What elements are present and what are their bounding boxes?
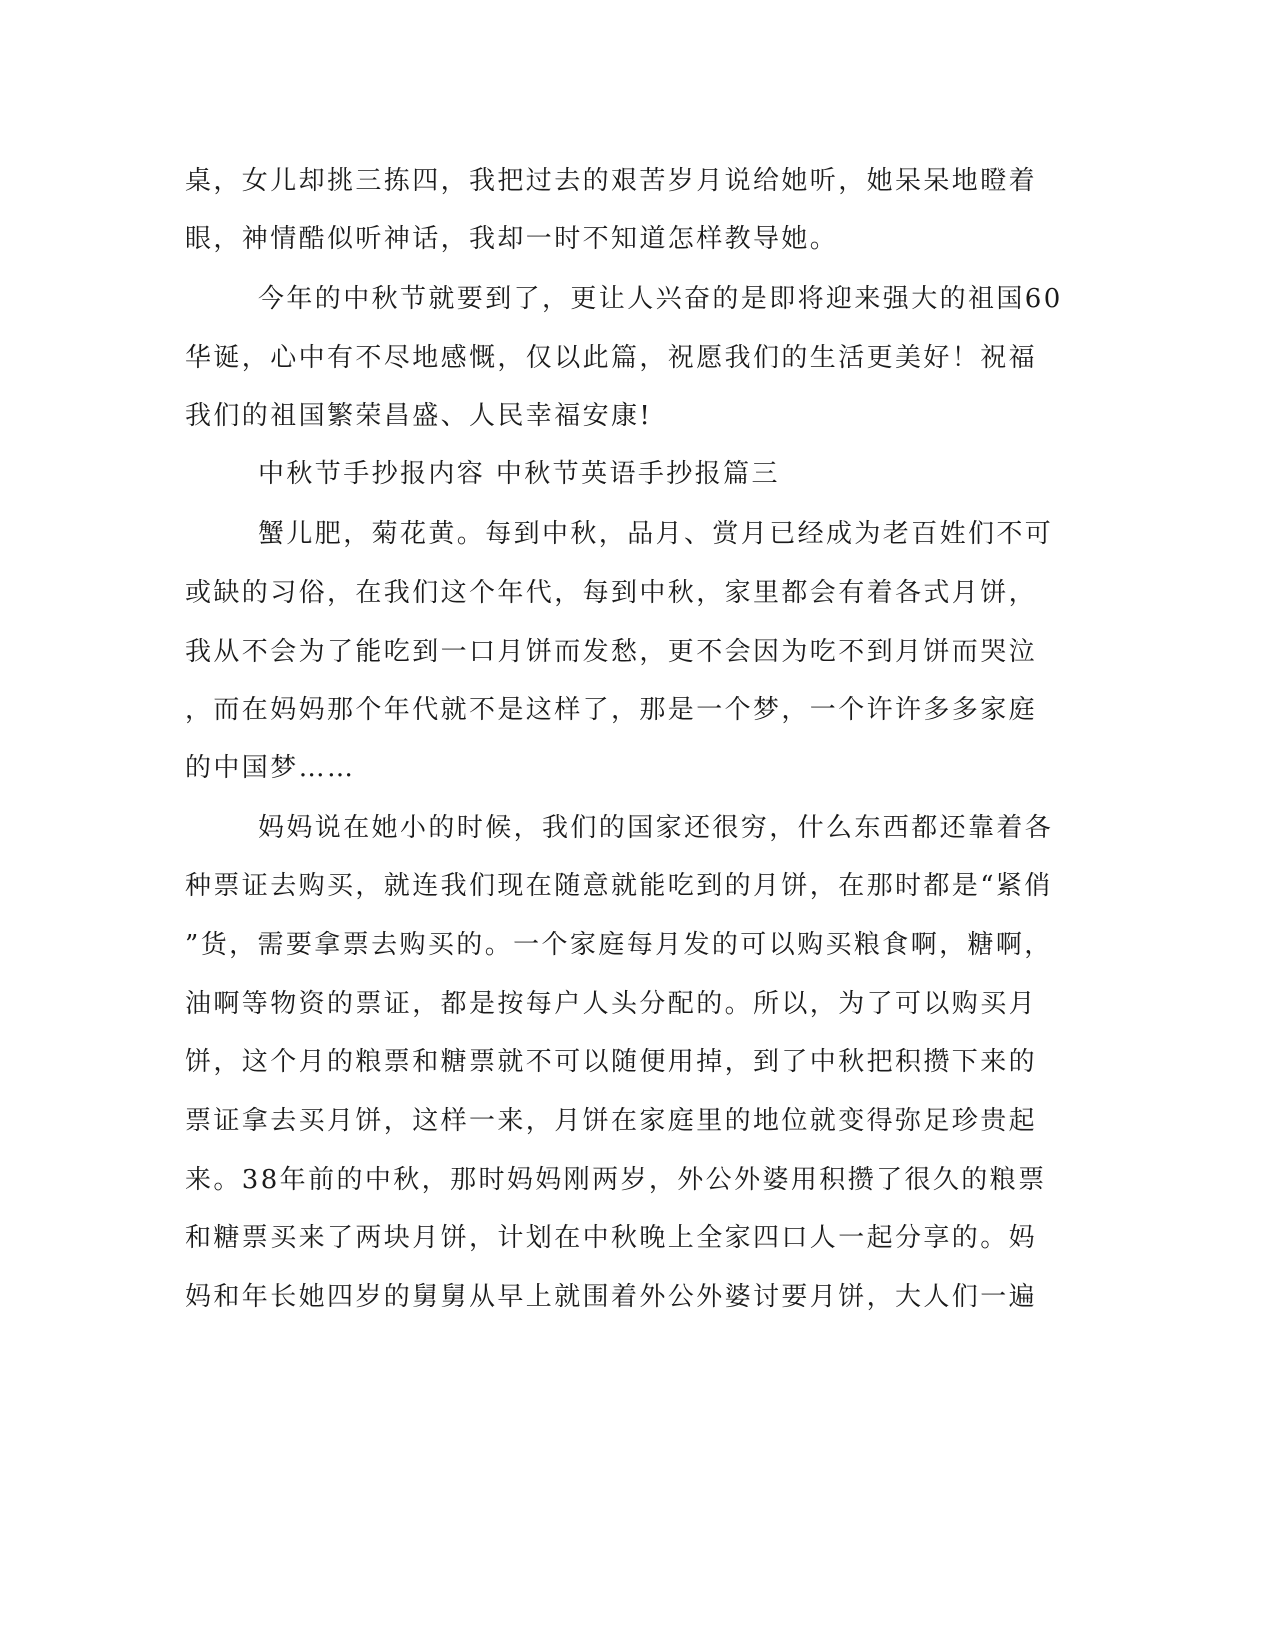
text-line: 华诞，心中有不尽地感慨，仅以此篇，祝愿我们的生活更美好！祝福 <box>185 343 1038 373</box>
text-line: 蟹儿肥，菊花黄。每到中秋，品月、赏月已经成为老百姓们不可 <box>258 519 1054 549</box>
text-line: 和糖票买来了两块月饼，计划在中秋晚上全家四口人一起分享的。妈 <box>185 1223 1038 1253</box>
text-line: 油啊等物资的票证，都是按每户人头分配的。所以，为了可以购买月 <box>185 989 1038 1019</box>
section-heading: 中秋节手抄报内容 中秋节英语手抄报篇三 <box>258 459 780 489</box>
text-line: ，而在妈妈那个年代就不是这样了，那是一个梦，一个许许多多家庭 <box>185 695 1038 725</box>
text-line: 妈妈说在她小的时候，我们的国家还很穷，什么东西都还靠着各 <box>258 813 1054 843</box>
text-line: 桌，女儿却挑三拣四，我把过去的艰苦岁月说给她听，她呆呆地瞪着 <box>185 166 1038 196</box>
text-line: 今年的中秋节就要到了，更让人兴奋的是即将迎来强大的祖国60 <box>258 284 1063 314</box>
text-line: 眼，神情酷似听神话，我却一时不知道怎样教导她。 <box>185 224 839 254</box>
text-line: 我从不会为了能吃到一口月饼而发愁，更不会因为吃不到月饼而哭泣 <box>185 637 1038 667</box>
text-line: 票证拿去买月饼，这样一来，月饼在家庭里的地位就变得弥足珍贵起 <box>185 1106 1038 1136</box>
text-line: 来。38年前的中秋，那时妈妈刚两岁，外公外婆用积攒了很久的粮票 <box>185 1165 1047 1195</box>
text-line: 饼，这个月的粮票和糖票就不可以随便用掉，到了中秋把积攒下来的 <box>185 1047 1038 1077</box>
text-line: 妈和年长她四岁的舅舅从早上就围着外公外婆讨要月饼，大人们一遍 <box>185 1282 1038 1312</box>
text-line: 或缺的习俗，在我们这个年代，每到中秋，家里都会有着各式月饼， <box>185 578 1038 608</box>
text-line: 种票证去购买，就连我们现在随意就能吃到的月饼，在那时都是“紧俏 <box>185 871 1053 901</box>
text-line: ”货，需要拿票去购买的。一个家庭每月发的可以购买粮食啊，糖啊， <box>185 930 1053 960</box>
text-line: 我们的祖国繁荣昌盛、人民幸福安康! <box>185 401 653 431</box>
text-line: 的中国梦…… <box>185 753 356 783</box>
